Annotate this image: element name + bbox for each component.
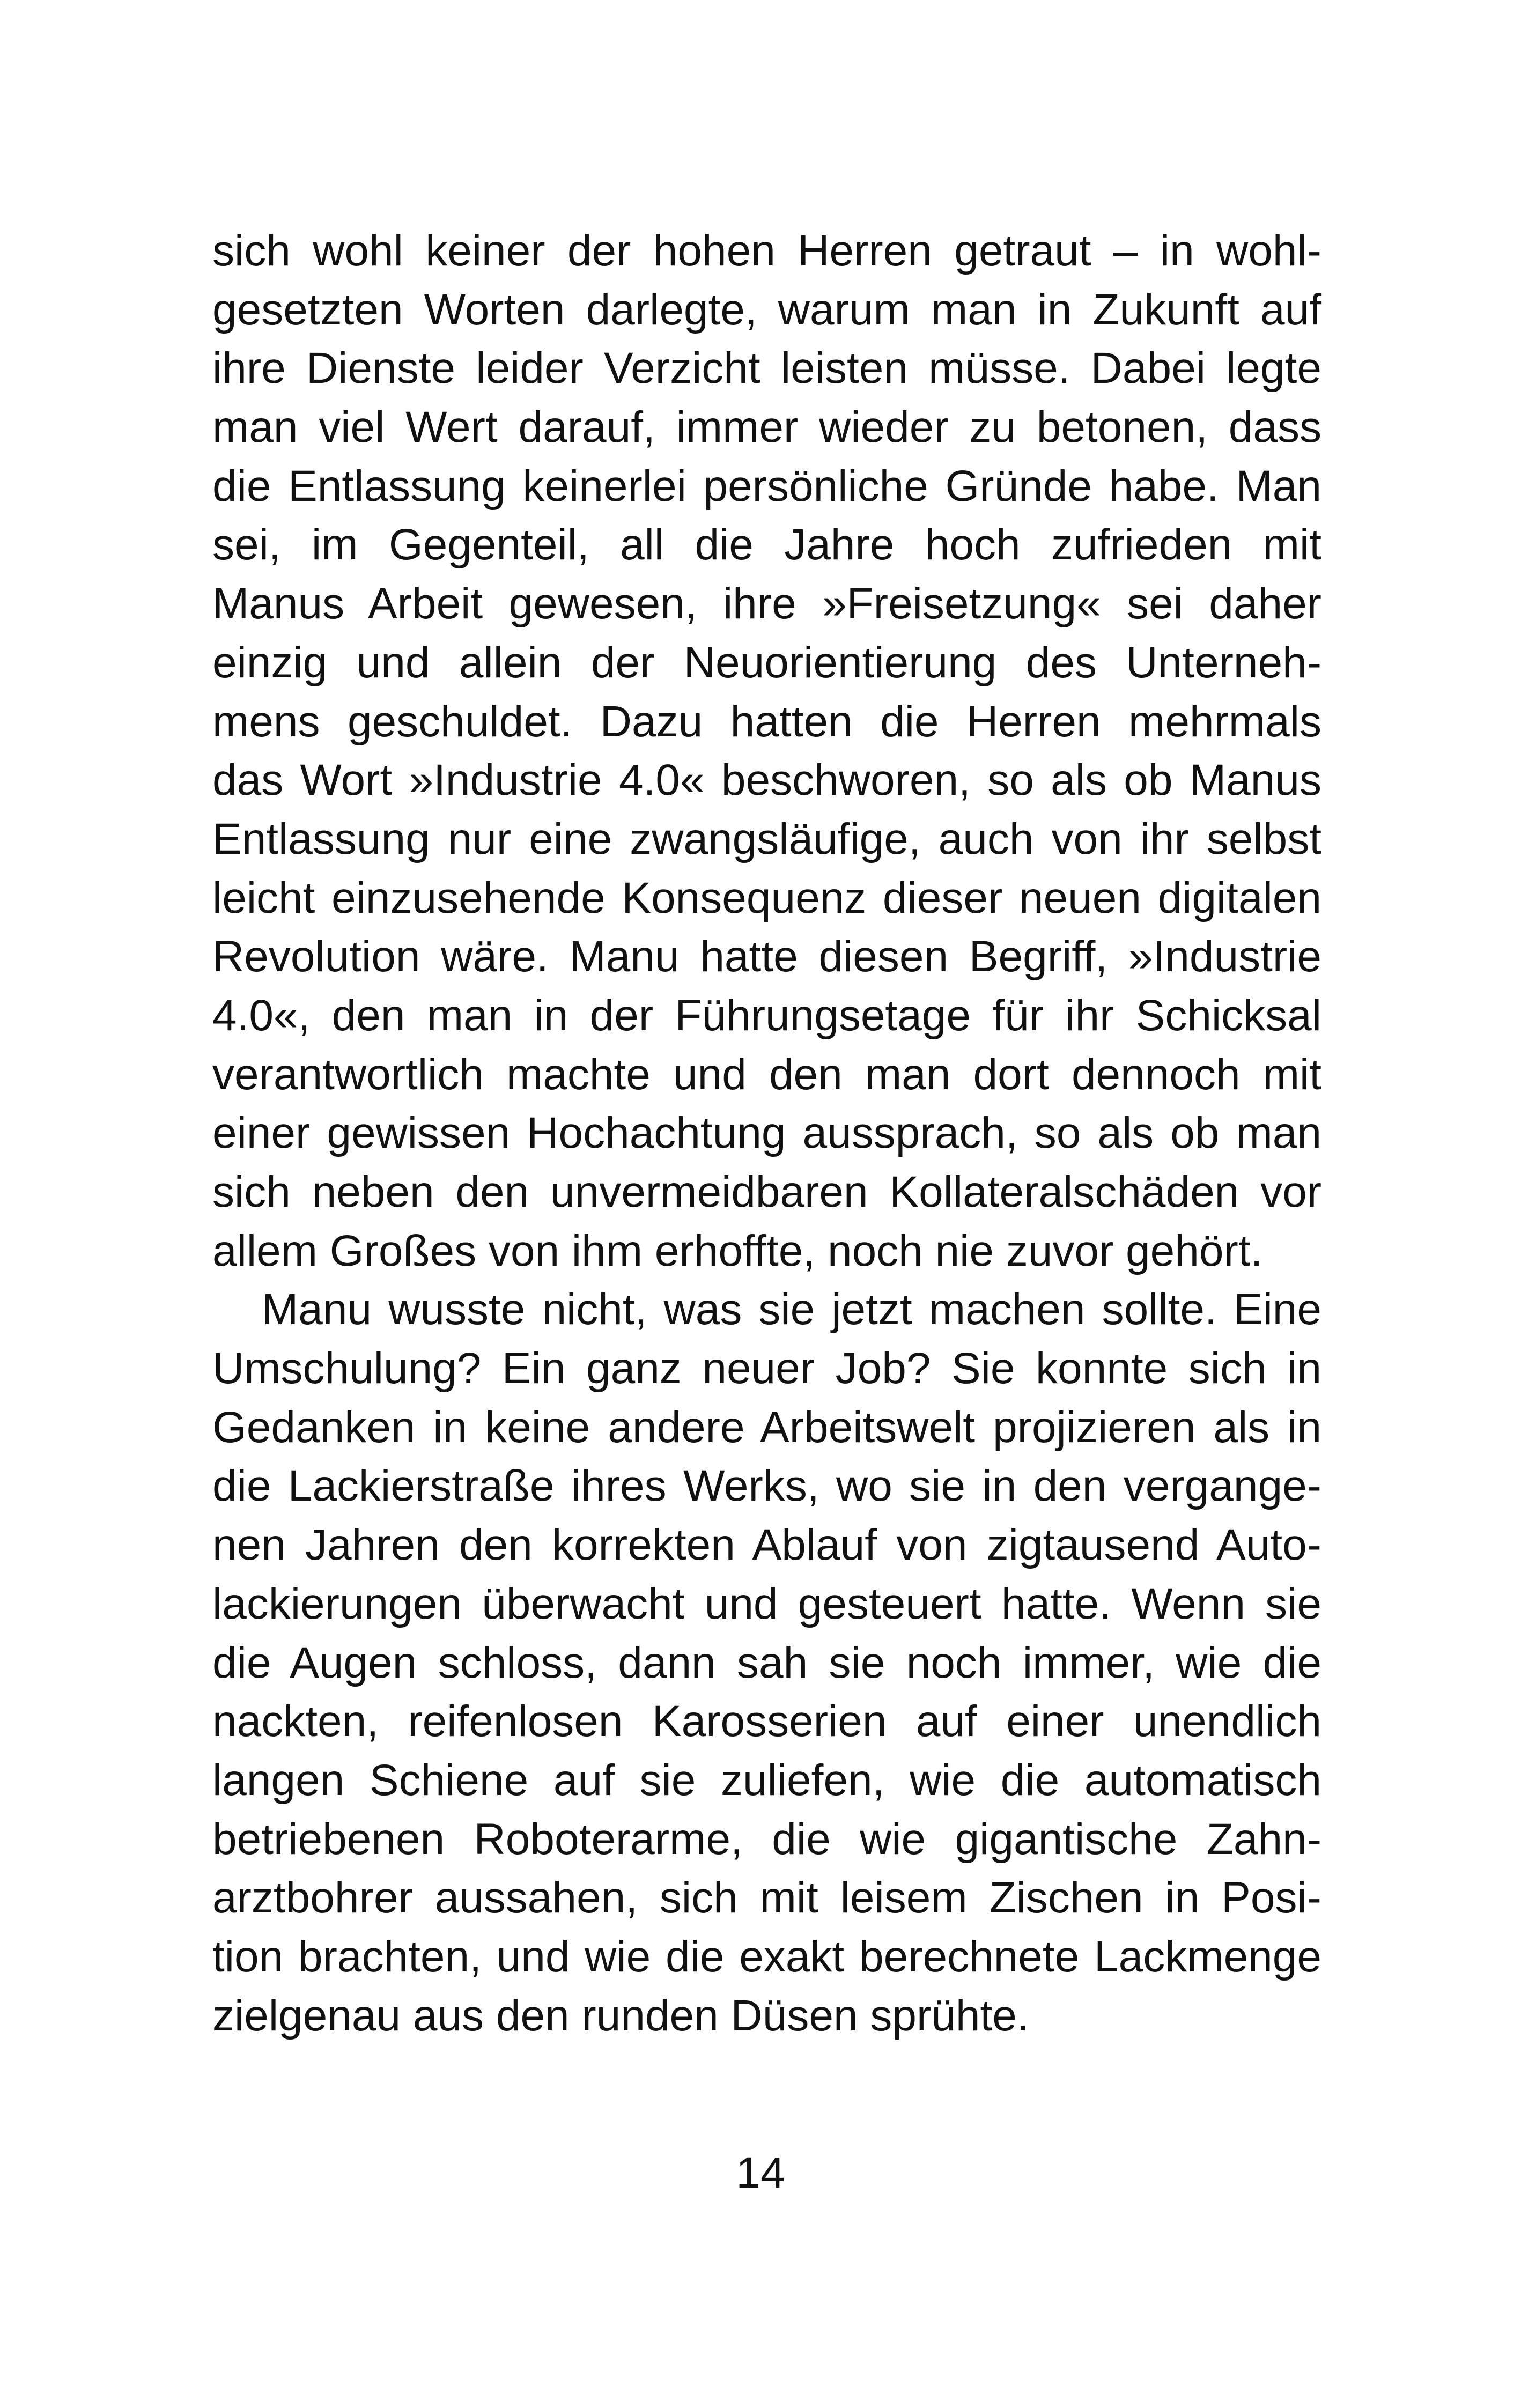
text-line: betriebenen Roboterarme, die wie gigantische Zahn-	[212, 1814, 1321, 1864]
text-line: Gedanken in keine andere Arbeitswelt projizieren als in	[212, 1402, 1321, 1452]
paragraph-1	[212, 221, 1321, 1280]
text-line: langen Schiene auf sie zuliefen, wie die automatisch	[212, 1755, 1321, 1805]
text-line: das Wort »Industrie 4.0« beschworen, so als ob Manus	[212, 756, 1321, 805]
text-line: allem Großes von ihm erhoffte, noch nie zuvor gehört.	[212, 1226, 1263, 1275]
text-line: Entlassung nur eine zwangsläufige, auch von ihr selbst	[212, 814, 1321, 863]
page-number: 14	[736, 2148, 785, 2197]
text-line: sei, im Gegenteil, all die Jahre hoch zufrieden mit	[212, 520, 1321, 570]
text-line: Manus Arbeit gewesen, ihre »Freisetzung« sei daher	[212, 579, 1321, 629]
text-line: verantwortlich machte und den man dort dennoch mit	[212, 1050, 1321, 1099]
text-line: man viel Wert darauf, immer wieder zu betonen, dass	[212, 403, 1321, 452]
text-line: einzig und allein der Neuorientierung des Unterneh-	[212, 638, 1321, 687]
text-line: Revolution wäre. Manu hatte diesen Begriff, »Industrie	[212, 932, 1321, 981]
text-line: gesetzten Worten darlegte, warum man in Zukunft auf	[212, 285, 1321, 334]
text-line: tion brachten, und wie die exakt berechnete Lackmenge	[212, 1932, 1321, 1981]
text-line: Manu wusste nicht, was sie jetzt machen sollte. Eine	[262, 1285, 1321, 1334]
text-line: lackierungen überwacht und gesteuert hatte. Wenn sie	[212, 1579, 1321, 1628]
text-line: nen Jahren den korrekten Ablauf von zigtausend Auto-	[212, 1520, 1321, 1570]
text-line: leicht einzusehende Konsequenz dieser neuen digitalen	[212, 873, 1321, 922]
text-line: die Augen schloss, dann sah sie noch immer, wie die	[212, 1638, 1321, 1687]
text-line: 4.0«, den man in der Führungsetage für ihr Schicksal	[212, 991, 1321, 1040]
text-line: ihre Dienste leider Verzicht leisten müsse. Dabei legte	[212, 344, 1321, 393]
text-line: sich wohl keiner der hohen Herren getraut – in wohl-	[212, 226, 1321, 275]
text-line: die Entlassung keinerlei persönliche Gründe habe. Man	[212, 461, 1321, 511]
text-line: arztbohrer aussahen, sich mit leisem Zischen in Posi-	[212, 1873, 1321, 1923]
text-line: nackten, reifenlosen Karosserien auf einer unendlich	[212, 1697, 1321, 1746]
body-text	[212, 221, 1321, 2045]
text-line: Umschulung? Ein ganz neuer Job? Sie konnte sich in	[212, 1344, 1321, 1393]
text-line: die Lackierstraße ihres Werks, wo sie in den vergange-	[212, 1461, 1321, 1511]
text-line: mens geschuldet. Dazu hatten die Herren mehrmals	[212, 697, 1321, 746]
text-line: einer gewissen Hochachtung aussprach, so als ob man	[212, 1109, 1321, 1158]
text-line: zielgenau aus den runden Düsen sprühte.	[212, 1991, 1029, 2040]
paragraph-2	[212, 1280, 1321, 2045]
text-line: sich neben den unvermeidbaren Kollateralschäden vor	[212, 1168, 1321, 1216]
